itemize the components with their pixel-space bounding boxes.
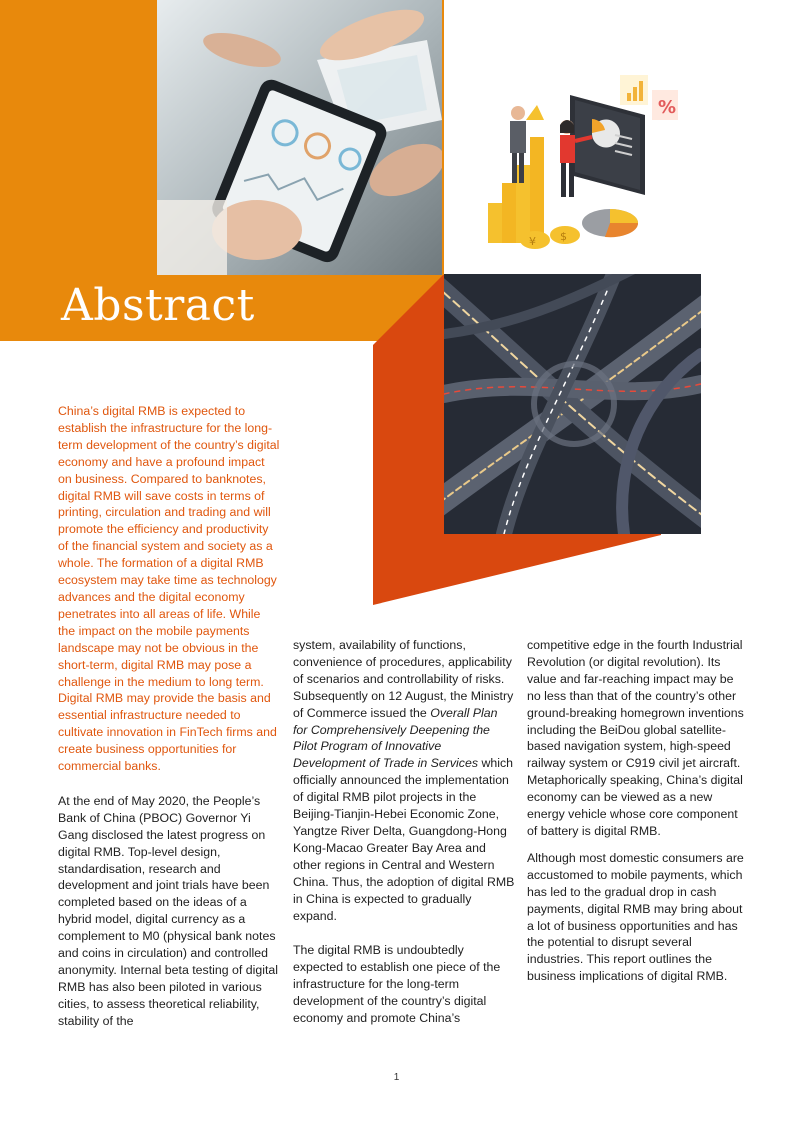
column-1-paragraph: At the end of May 2020, the People’s Bank of China (PBOC) Governor Yi Gang disclosed the latest progress on digital RMB. Top-level design, standardisation, research and development and joint trials have been completed based on the ideas of a hybrid model, digital currency as a complement to M0 (physical bank notes and coins in circulation) and controlled anonymity. Internal beta testing of digital RMB has also been piloted in various cities, to assess theoretical reliability, stability of the [58, 793, 279, 1028]
column-2-text-b: which officially announced the implementation of digital RMB pilot projects in the Beijing-Tianjin-Hebei Economic Zone, Yangtze River Delta, Guangdong-Hong Kong-Macao Greater Bay Area and other regions in Central and Western China. Thus, the adoption of digital RMB in China is expected to gradually expand. [293, 756, 515, 923]
svg-text:%: % [658, 97, 677, 118]
svg-text:$: $ [560, 230, 567, 243]
column-2-paragraph-2: The digital RMB is undoubtedly expected to establish one piece of the infrastructure for the long-term development of the country’s digital economy and promote China’s [293, 943, 501, 1026]
svg-text:¥: ¥ [529, 235, 536, 248]
column-2-text-a: system, availability of functions, convenience of procedures, applicability of scenarios and controllability of risks. Subsequently on 12 August, the Ministry of Commerce issued the [293, 638, 514, 720]
column-3 [527, 637, 749, 995]
tablet-photo [157, 0, 442, 275]
business-chart-illustration [480, 75, 680, 265]
tablet-photo-art [157, 0, 442, 275]
column-2 [293, 637, 515, 1037]
highway-photo-art [444, 274, 701, 534]
abstract-intro: China’s digital RMB is expected to establish the infrastructure for the long-term development of the country’s digital economy and have a profound impact on business. Compared to banknotes, digital RMB will save costs in terms of printing, circulation and trading and will promote the efficiency and productivity of the financial system and society as a whole. The formation of a digital RMB ecosystem may take time as technology advances and the digital economy penetrates into all areas of life. While the impact on the mobile payments landscape may not be obvious in the short-term, digital RMB may pose a challenge in the medium to long term. Digital RMB may provide the basis and essential infrastructure needed to cultivate innovation in FinTech firms and create business opportunities for commercial banks. [58, 404, 280, 774]
column-2-paragraph-1 [293, 637, 515, 924]
column-3-paragraph-1: competitive edge in the fourth Industrial Revolution (or digital revolution). Its value and far-reaching impact may be no less than that of the country’s other ground-breaking homegrown inventions including the BeiDou global satellite-based navigation system, high-speed railway system or C919 civil jet aircraft. Metaphorically speaking, China’s digital economy can be viewed as a new energy vehicle whose core component of battery is digital RMB. [527, 638, 744, 838]
page-title: Abstract [61, 280, 255, 331]
page-number: 1 [393, 1072, 400, 1083]
highway-photo [444, 274, 701, 534]
column-3-paragraph-2: Although most domestic consumers are accustomed to mobile payments, which has led to the gradual drop in cash payments, digital RMB may bring about a lot of business opportunities and has the potential to disrupt several industries. This report outlines the business implications of digital RMB. [527, 850, 744, 984]
column-1 [58, 403, 280, 1040]
plan-title-italic: Overall Plan for Comprehensively Deepening the Pilot Program of Innovative Development of Trade in Services [293, 705, 498, 771]
